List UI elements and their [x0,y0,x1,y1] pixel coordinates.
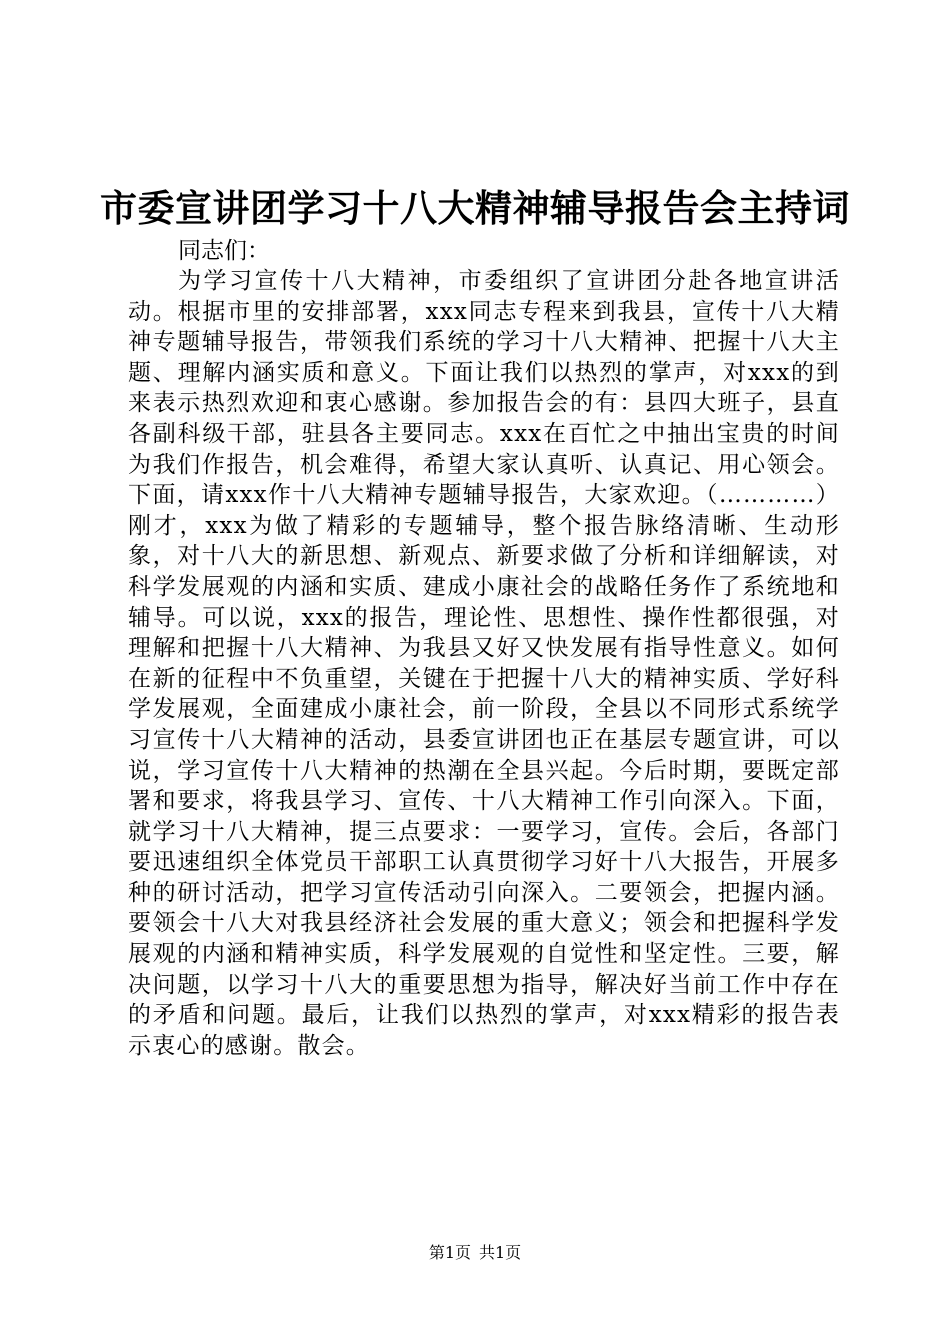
page-total: 共1页 [479,1243,522,1262]
body-paragraph: 为学习宣传十八大精神，市委组织了宣讲团分赴各地宣讲活动。根据市里的安排部署，xxx同志专程来到我县，宣传十八大精神专题辅导报告，带领我们系统的学习十八大精神、把握十八大主题、理解内涵实质和意义。下面让我们以热烈的掌声，对xxx的到来表示热烈欢迎和衷心感谢。参加报告会的有：县四大班子，县直各副科级干部，驻县各主要同志。xxx在百忙之中抽出宝贵的时间为我们作报告，机会难得，希望大家认真听、认真记、用心领会。下面，请xxx作十八大精神专题辅导报告，大家欢迎。（…………）刚才，xxx为做了精彩的专题辅导，整个报告脉络清晰、生动形象，对十八大的新思想、新观点、新要求做了分析和详细解读，对科学发展观的内涵和实质、建成小康社会的战略任务作了系统地和辅导。可以说，xxx的报告，理论性、思想性、操作性都很强，对理解和把握十八大精神、为我县又好又快发展有指导性意义。如何在新的征程中不负重望，关键在于把握十八大的精神实质、学好科学发展观，全面建成小康社会，前一阶段，全县以不同形式系统学习宣传十八大精神的活动，县委宣讲团也正在基层专题宣讲，可以说，学习宣传十八大精神的热潮在全县兴起。今后时期，要既定部署和要求，将我县学习、宣传、十八大精神工作引向深入。下面，就学习十八大精神，提三点要求：一要学习，宣传。会后，各部门要迅速组织全体党员干部职工认真贯彻学习好十八大报告，开展多种的研讨活动，把学习宣传活动引向深入。二要领会，把握内涵。要领会十八大对我县经济社会发展的重大意义；领会和把握科学发展观的内涵和精神实质，科学发展观的自觉性和坚定性。三要，解决问题，以学习十八大的重要思想为指导，解决好当前工作中存在的矛盾和问题。最后，让我们以热烈的掌声，对xxx精彩的报告表示衷心的感谢。散会。 [128,268,840,1059]
document-title: 市委宣讲团学习十八大精神辅导报告会主持词 [100,187,850,230]
page-footer [0,1242,950,1264]
salutation: 同志们： [178,238,270,264]
page-number: 第1页 [428,1243,471,1262]
